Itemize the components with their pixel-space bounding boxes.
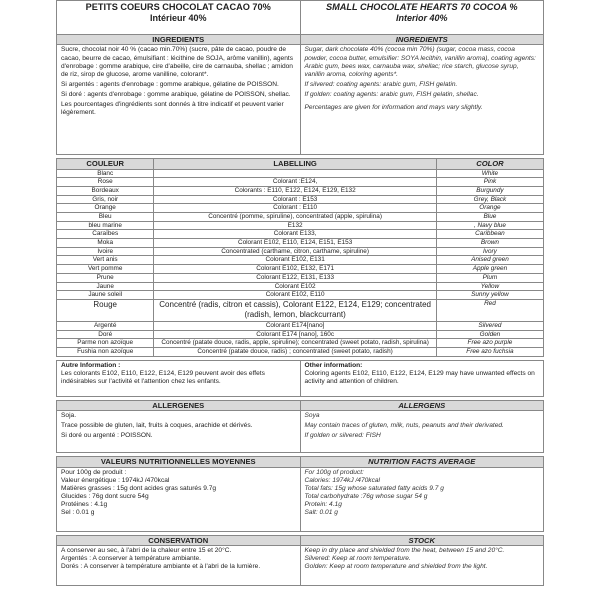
storage-heading-fr: CONSERVATION [57, 535, 301, 545]
couleur-cell: Bleu [57, 213, 154, 222]
ingredients-paragraph: If golden: coating agents: arabic gum, FISH gelatin, shellac. [304, 90, 479, 98]
color-cell: Blue [436, 213, 543, 222]
labelling-row [57, 221, 544, 230]
storage-table [56, 535, 544, 586]
color-cell: Orange [436, 204, 543, 213]
color-cell: Apple green [436, 265, 543, 274]
color-cell: Burgundy [436, 186, 543, 195]
labelling-cell: Colorant E133, [154, 230, 436, 239]
color-cell: Plum [436, 273, 543, 282]
labelling-cell [154, 169, 436, 178]
allergens-text-fr [57, 411, 301, 453]
allergens-text-en [300, 411, 544, 453]
ingredients-text-fr [57, 45, 301, 155]
labelling-row [57, 330, 544, 339]
color-cell: Silvered [436, 321, 543, 330]
ingredients-paragraph: Percentages are given for information and mays vary slightly. [304, 103, 483, 111]
labelling-cell: Colorant E102, E132, E171 [154, 265, 436, 274]
color-cell: Yellow [436, 282, 543, 291]
labelling-cell: Colorant E122, E131, E133 [154, 273, 436, 282]
storage-text-en: Keep in dry place and shielded from the heat, between 15 and 20°C. Silvered: Keep at room temperature. Golden: Keep at room temperature and shielded from the light. [300, 546, 544, 586]
labelling-cell: Colorant E102, E131 [154, 256, 436, 265]
allergens-line: Si doré ou argenté : POISSON. [61, 432, 153, 440]
labelling-row [57, 204, 544, 213]
ingredients-paragraph: Sugar, dark chocolate 40% (cocoa min 70%) (sugar, cocoa mass, cocoa powder, cocoa butter, emulsifier: SOYA lecithin, vanillin aroma), coating agents: Arabic gum, bees wax, carnauba wax, shellac; rice starch, glucose syrup, vanillin aroma, coloring agents*. [304, 46, 536, 78]
allergens-line: Soja. [61, 412, 77, 420]
ingredients-paragraph: Sucre, chocolat noir 40 % (cacao min.70%) (sucre, pâte de cacao, poudre de cacao, beurre de cacao, émulsifiant : lécithine de SOJA, arôme vanillin), agents d'enrobage : gomme arabique, cire d'abeille, cire de carnauba, shellac ; amidon de riz, sirop de glucose, arome vanilline, colorant*. [61, 46, 294, 78]
labelling-row [57, 178, 544, 187]
labelling-row [57, 230, 544, 239]
couleur-cell: Bordeaux [57, 186, 154, 195]
labelling-row [57, 247, 544, 256]
ingredients-heading-en: INGREDIENTS [300, 35, 544, 45]
ingredients-paragraph: Les pourcentages d'ingrédients sont donnés à titre indicatif et peuvent varier légèrement. [61, 100, 284, 116]
product-subtitle-en: Interior 40% [395, 12, 448, 23]
color-cell: Pink [436, 178, 543, 187]
labelling-row [57, 256, 544, 265]
labelling-row [57, 339, 544, 348]
column-header-labelling: LABELLING [154, 159, 436, 169]
nutrition-table [56, 456, 544, 531]
other-info-text-fr: Les colorants E102, E110, E122, E124, E129 peuvent avoir des effets indésirables sur l'activité et l'attention chez les enfants. [61, 369, 265, 385]
allergens-line: Soya [304, 412, 320, 420]
labelling-cell: Colorants : E110, E122, E124, E129, E132 [154, 186, 436, 195]
labelling-row [57, 273, 544, 282]
allergens-line: May contain traces of gluten, milk, nuts, peanuts and their derivated. [304, 422, 504, 430]
labelling-cell: Colorant E102, E110, E124, E151, E153 [154, 239, 436, 248]
couleur-cell: Parme non azoïque [57, 339, 154, 348]
other-info-text-en: Coloring agents E102, E110, E122, E124, E129 may have unwanted effects on activity and attention of children. [304, 369, 535, 385]
couleur-cell: Fushia non azoïque [57, 347, 154, 356]
color-cell: Ivory [436, 247, 543, 256]
color-cell: Brown [436, 239, 543, 248]
header-table [56, 0, 544, 155]
couleur-cell: Argenté [57, 321, 154, 330]
labelling-row [57, 282, 544, 291]
column-header-couleur: COULEUR [57, 159, 154, 169]
couleur-cell: Caraïbes [57, 230, 154, 239]
couleur-cell: Gris, noir [57, 195, 154, 204]
labelling-cell: Colorant : E110 [154, 204, 436, 213]
ingredients-text-en [300, 45, 544, 155]
couleur-cell: Vert anis [57, 256, 154, 265]
labelling-cell: Concentré (patate douce, radis, apple, spiruline); concentrated (sweet potato, radish, spirulina) [154, 339, 436, 348]
product-subtitle-fr: Intérieur 40% [149, 12, 207, 23]
nutrition-text-en: For 100g of product: Calories: 1974kJ /470kcal Total fats: 15g whose saturated fatty acids 9.7 g Total carbohydrate :76g whose sugar 54 g Protein: 4.1g Salt: 0.01 g [300, 467, 544, 531]
color-cell: Grey, Black [436, 195, 543, 204]
color-cell: Anised green [436, 256, 543, 265]
labelling-row [57, 213, 544, 222]
allergens-heading-en: ALLERGENS [300, 400, 544, 410]
other-info-table [56, 360, 544, 397]
labelling-cell: E132 [154, 221, 436, 230]
product-title-en: SMALL CHOCOLATE HEARTS 70 COCOA % [325, 2, 518, 12]
other-info-fr [57, 360, 301, 396]
labelling-cell: Concentrated (carthame, citron, carthame, spiruline) [154, 247, 436, 256]
product-title-fr: PETITS COEURS CHOCOLAT CACAO 70% [85, 2, 271, 12]
ingredients-heading-fr: INGREDIENTS [57, 35, 301, 45]
color-cell: Free azo fuchsia [436, 347, 543, 356]
storage-heading-en: STOCK [300, 535, 544, 545]
color-cell: Golden [436, 330, 543, 339]
labelling-row [57, 299, 544, 321]
header-en [300, 1, 544, 35]
labelling-row [57, 186, 544, 195]
labelling-row [57, 321, 544, 330]
labelling-cell: Concentré (patate douce, radis) ; concentrated (sweet potato, radish) [154, 347, 436, 356]
couleur-cell: Ivoire [57, 247, 154, 256]
labelling-cell: Colorant E174[nano] [154, 321, 436, 330]
color-cell: Free azo purple [436, 339, 543, 348]
labelling-cell: Concentré (radis, citron et cassis), Colorant E122, E124, E129; concentrated (radish, lemon, blackcurrant) [154, 299, 436, 321]
labelling-cell: Colorant E174 [nano], 160c [154, 330, 436, 339]
labelling-row [57, 239, 544, 248]
couleur-cell: Orange [57, 204, 154, 213]
labelling-row [57, 169, 544, 178]
ingredients-paragraph: Si doré : agents d'enrobage : gomme arabique, gélatine de POISSON, shellac. [61, 90, 291, 98]
other-info-title-fr: Autre Information : [61, 361, 121, 369]
couleur-cell: Doré [57, 330, 154, 339]
color-cell: Red [436, 299, 543, 321]
couleur-cell: Vert pomme [57, 265, 154, 274]
color-cell: Sunny yellow [436, 291, 543, 300]
ingredients-paragraph: Si argentés : agents d'enrobage : gomme arabique, gélatine de POISSON. [61, 80, 279, 88]
allergens-line: Trace possible de gluten, lait, fruits à coques, arachide et dérivés. [61, 422, 253, 430]
labelling-row [57, 195, 544, 204]
couleur-cell: Jaune soleil [57, 291, 154, 300]
allergens-line: If golden or silvered: FISH [304, 432, 381, 440]
labelling-row [57, 291, 544, 300]
color-cell: Caribbean [436, 230, 543, 239]
labelling-cell: Colorant :E124, [154, 178, 436, 187]
couleur-cell: Prune [57, 273, 154, 282]
labelling-cell: Colorant E102, E110 [154, 291, 436, 300]
labelling-row [57, 265, 544, 274]
other-info-en [300, 360, 544, 396]
labelling-row [57, 347, 544, 356]
labelling-cell: Concentré (pomme, spiruline), concentrated (apple, spirulina) [154, 213, 436, 222]
nutrition-heading-fr: VALEURS NUTRITIONNELLES MOYENNES [57, 457, 301, 467]
couleur-cell: bleu marine [57, 221, 154, 230]
allergens-heading-fr: ALLERGENES [57, 400, 301, 410]
allergens-table [56, 400, 544, 453]
labelling-table [56, 158, 544, 356]
color-cell: , Navy blue [436, 221, 543, 230]
labelling-cell: Colorant : E153 [154, 195, 436, 204]
nutrition-heading-en: NUTRITION FACTS AVERAGE [300, 457, 544, 467]
couleur-cell: Rose [57, 178, 154, 187]
couleur-cell: Moka [57, 239, 154, 248]
couleur-cell: Jaune [57, 282, 154, 291]
ingredients-paragraph: If silvered: coating agents: arabic gum, FISH gelatin. [304, 80, 458, 88]
nutrition-text-fr: Pour 100g de produit : Valeur énergétique : 1974kJ /470kcal Matières grasses : 15g dont acides gras saturés 9.7g Glucides : 76g dont sucre 54g Protéines : 4.1g Sel : 0.01 g [57, 467, 301, 531]
couleur-cell: Blanc [57, 169, 154, 178]
color-cell: White [436, 169, 543, 178]
header-fr [57, 1, 301, 35]
couleur-cell: Rouge [57, 299, 154, 321]
storage-text-fr: A conserver au sec, à l'abri de la chaleur entre 15 et 20°C. Argentés : A conserver à température ambiante. Dorés : A conserver à température ambiante et à l'abri de la lumière. [57, 546, 301, 586]
other-info-title-en: Other information: [304, 361, 363, 369]
product-sheet [56, 0, 544, 600]
column-header-color: COLOR [436, 159, 543, 169]
labelling-cell: Colorant E102 [154, 282, 436, 291]
